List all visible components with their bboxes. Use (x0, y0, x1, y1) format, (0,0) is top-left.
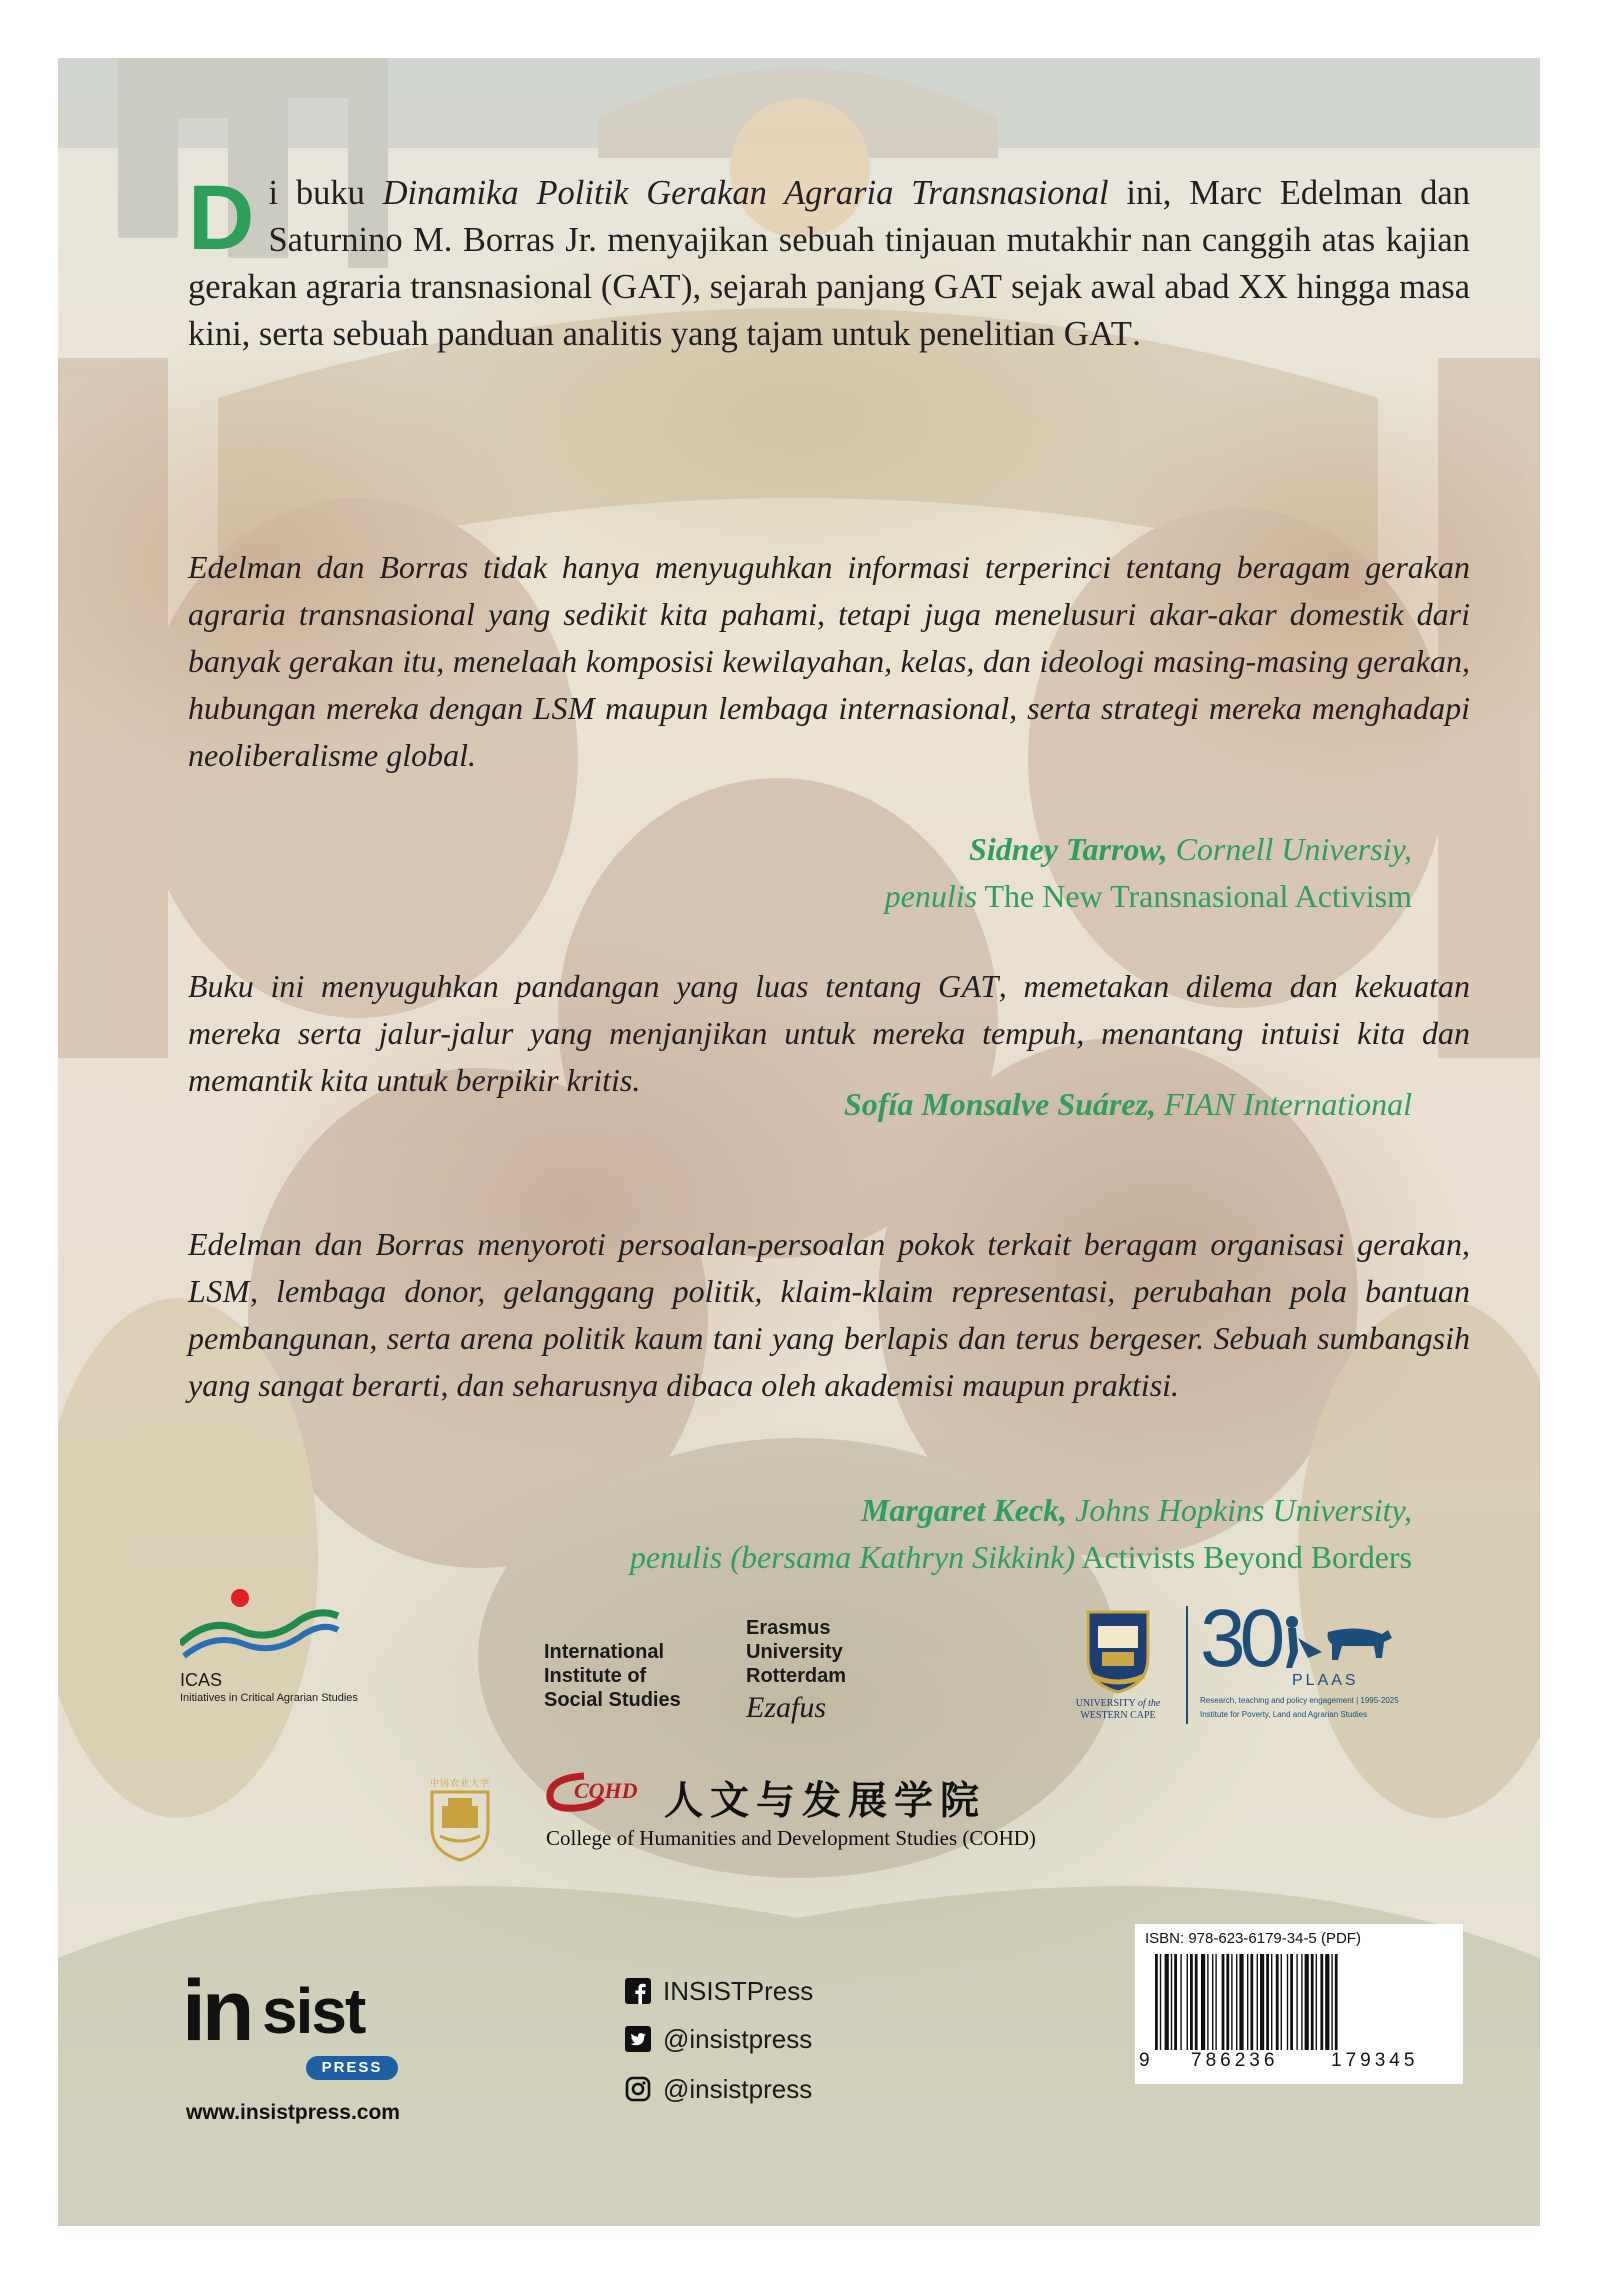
barcode-bar (1247, 1954, 1248, 2050)
endorsement-attribution-3: Margaret Keck, Johns Hopkins University, penulis (bersama Kathryn Sikkink) Activists Beyond Borders (629, 1492, 1412, 1575)
barcode-bar (1222, 1954, 1225, 2050)
barcode-bar (1271, 1954, 1272, 2050)
barcode-bar (1195, 1954, 1198, 2050)
barcode-bar (1201, 1954, 1205, 2050)
instagram-icon (625, 2076, 651, 2102)
endorsement-quote-3: Edelman dan Borras menyoroti persoalan-persoalan pokok terkait beragam organisasi gerakan, LSM, lembaga donor, gelanggang politik, klaim-klaim representasi, perubahan pola bantuan pembangunan, serta arena politik kaum tani yang berlapis dan terus bergeser. Sebuah sumbangsih yang sangat berarti, dan seharusnya dibaca oleh akademisi maupun praktisi. (188, 1226, 1470, 1403)
cohd-logo-mark: COHD (546, 1770, 656, 1814)
barcode-bar (1226, 1954, 1229, 2050)
barcode-bar (1335, 1954, 1338, 2050)
uwc-logo: UNIVERSITY of the WESTERN CAPE (1058, 1608, 1178, 1728)
erasmus-logo: Erasmus University Rotterdam Ezafus (746, 1617, 847, 1724)
barcode-bar (1174, 1954, 1177, 2050)
uwc-crest-icon (1084, 1608, 1152, 1694)
icas-wave-icon (180, 1586, 340, 1666)
icas-logo (180, 1586, 450, 1716)
isbn-label: ISBN: 978-623-6179-34-5 (PDF) (1145, 1930, 1361, 1947)
plaas-logo: 30 PLAAS Research, teaching and policy engagement | 1995-2025 Institute for Poverty, Land and Agrarian Studies (1200, 1593, 1399, 1719)
facebook-icon (625, 1978, 651, 2004)
barcode-bar (1180, 1954, 1181, 2050)
barcode-bar (1207, 1954, 1208, 2050)
barcode-bar (1260, 1954, 1264, 2050)
endorsement-quote-2: Buku ini menyuguhkan pandangan yang luas tentang GAT, memetakan dilema dan kekuatan mereka serta jalur-jalur yang menjanjikan untuk mereka tempuh, menantang intuisi kita dan memantik kita untuk berpikir kritis. (188, 968, 1471, 1098)
plough-icon (1278, 1612, 1398, 1674)
barcode-bar (1296, 1954, 1297, 2050)
intro-paragraph: Di buku Dinamika Politik Gerakan Agraria Transnasional ini, Marc Edelman dan Saturnino M. Borras Jr. menyajikan sebuah tinjauan mutakhir nan canggih atas kajian gerakan agraria transnasional (GAT), sejarah panjang GAT sejak awal abad XX hingga masa kini, serta sebuah panduan analitis yang tajam untuk penelitian GAT. (188, 167, 1471, 353)
twitter-icon (625, 2026, 651, 2052)
cau-seal-logo: 中国农业大学 (426, 1776, 494, 1862)
logo-divider (1186, 1606, 1188, 1724)
barcode-bar (1276, 1954, 1279, 2050)
barcode-bar (1171, 1954, 1172, 2050)
barcode-bar (1266, 1954, 1269, 2050)
instagram-link[interactable]: @insistpress (663, 2074, 812, 2105)
facebook-link[interactable]: INSISTPress (663, 1976, 813, 2007)
plaas-name: PLAAS (1292, 1672, 1359, 1689)
drop-cap: D (188, 167, 255, 269)
barcode-bar (1160, 1954, 1161, 2050)
book-title: Dinamika Politik Gerakan Agraria Transnasional (382, 174, 1109, 212)
twitter-link[interactable]: @insistpress (663, 2024, 812, 2055)
barcode-bar (1165, 1954, 1169, 2050)
publisher-website-link[interactable]: www.insistpress.com (186, 2101, 400, 2124)
plaas-30: 30 (1200, 1593, 1280, 1684)
barcode-bar (1190, 1954, 1193, 2050)
barcode-bar (1257, 1954, 1258, 2050)
cohd-chinese-name: 人文与发展学院 (664, 1779, 987, 1824)
barcode-bar (1301, 1954, 1302, 2050)
barcode-bars (1155, 1954, 1455, 2050)
barcode-bar (1290, 1954, 1293, 2050)
barcode-bar (1281, 1954, 1282, 2050)
insist-press-logo: in sist PRESS (182, 1976, 432, 2086)
barcode-bar (1287, 1954, 1288, 2050)
cohd-english-name: College of Humanities and Development Studies (COHD) (546, 1826, 1036, 1850)
back-cover (58, 58, 1540, 2226)
barcode-bar (1316, 1954, 1317, 2050)
barcode-bar (1325, 1954, 1329, 2050)
barcode-bar (1155, 1954, 1158, 2050)
ezafus-signature: Ezafus (746, 1691, 827, 1724)
barcode-bar (1231, 1954, 1232, 2050)
endorsement-attribution-1: Sidney Tarrow, Cornell Universiy, penulis The New Transnasional Activism (884, 831, 1412, 914)
icas-name: ICAS (180, 1670, 223, 1690)
icas-subtitle: Initiatives in Critical Agrarian Studies (180, 1692, 358, 1704)
iss-logo: International Institute of Social Studies (544, 1641, 681, 1711)
cau-shield-icon (426, 1788, 494, 1862)
isbn-barcode: ISBN: 978-623-6179-34-5 (PDF) 9 786236 179345 (1135, 1924, 1463, 2084)
barcode-bar (1311, 1954, 1314, 2050)
barcode-bar (1236, 1954, 1237, 2050)
barcode-bar (1331, 1954, 1332, 2050)
barcode-bar (1305, 1954, 1309, 2050)
barcode-bar (1250, 1954, 1253, 2050)
barcode-bar (1239, 1954, 1243, 2050)
barcode-bar (1212, 1954, 1213, 2050)
barcode-bar (1187, 1954, 1188, 2050)
endorsement-attribution-2: Sofía Monsalve Suárez, FIAN International (843, 1086, 1412, 1122)
barcode-bar (1215, 1954, 1216, 2050)
background-painting (58, 58, 1540, 2226)
barcode-bar (1320, 1954, 1323, 2050)
endorsement-quote-1: Edelman dan Borras tidak hanya menyuguhkan informasi terperinci tentang beragam gerakan agraria transnasional yang sedikit kita pahami, tetapi juga menelusuri akar-akar domestik dari banyak gerakan itu, menelaah komposisi kewilayahan, kelas, dan ideologi masing-masing gerakan, hubungan mereka dengan LSM maupun lembaga internasional, serta strategi mereka menghadapi neoliberalisme global. (188, 549, 1471, 773)
